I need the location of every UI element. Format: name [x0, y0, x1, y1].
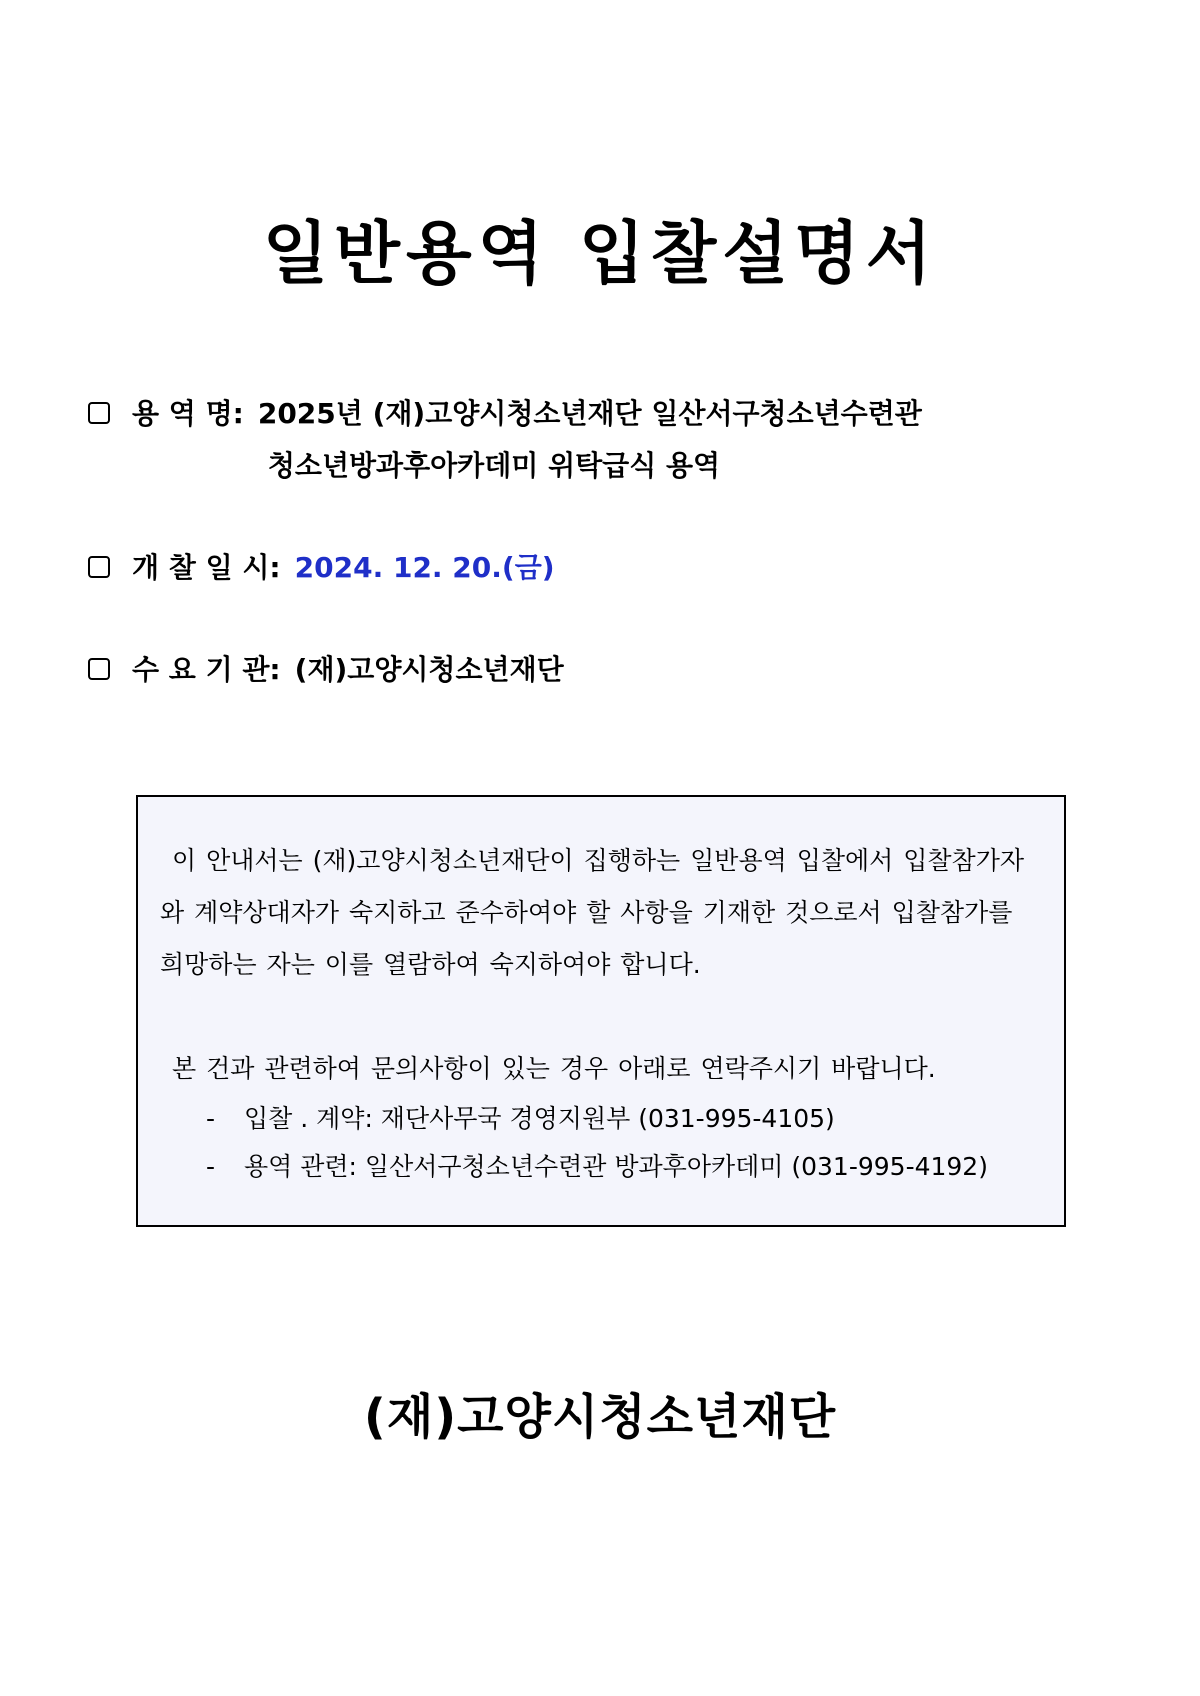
notice-paragraph-2: 본 건과 관련하여 문의사항이 있는 경우 아래로 연락주시기 바랍니다.	[172, 1054, 936, 1083]
service-name-value	[258, 388, 922, 492]
contact-line-service	[160, 1143, 1042, 1191]
contact-line-bid	[160, 1095, 1042, 1143]
contact-text-service: 용역 관련: 일산서구청소년수련관 방과후아카데미 (031-995-4192)	[244, 1152, 988, 1181]
dash-marker: -	[206, 1152, 216, 1181]
notice-paragraph-1: 이 안내서는 (재)고양시청소년재단이 집행하는 일반용역 입찰에서 입찰참가자와 계약상대자가 숙지하고 준수하여야 할 사항을 기재한 것으로서 입찰참가를 희망하는 자는 이를 열람하여 숙지하여야 합니다.	[160, 846, 1024, 979]
agency-field	[88, 644, 564, 696]
contact-text-bid: 입찰 . 계약: 재단사무국 경영지원부 (031-995-4105)	[244, 1104, 835, 1133]
service-name-line1: 2025년 (재)고양시청소년재단 일산서구청소년수련관	[257, 397, 922, 430]
checkbox-icon	[88, 556, 110, 578]
notice-box	[136, 795, 1066, 1227]
opening-date-label: 개 찰 일 시:	[132, 551, 281, 584]
organization-name: (재)고양시청소년재단	[363, 1389, 837, 1445]
opening-date-value: 2024. 12. 20.(금)	[294, 551, 555, 584]
checkbox-icon	[88, 402, 110, 424]
dash-marker: -	[206, 1104, 216, 1133]
checkbox-icon	[88, 658, 110, 680]
document-title: 일반용역 입찰설명서	[262, 215, 938, 294]
agency-value: (재)고양시청소년재단	[294, 653, 564, 686]
agency-label: 수 요 기 관:	[132, 653, 281, 686]
service-name-line2: 청소년방과후아카데미 위탁급식 용역	[267, 449, 721, 482]
opening-date-field	[88, 542, 555, 594]
service-name-field	[88, 388, 922, 492]
service-name-label: 용 역 명:	[132, 397, 244, 430]
